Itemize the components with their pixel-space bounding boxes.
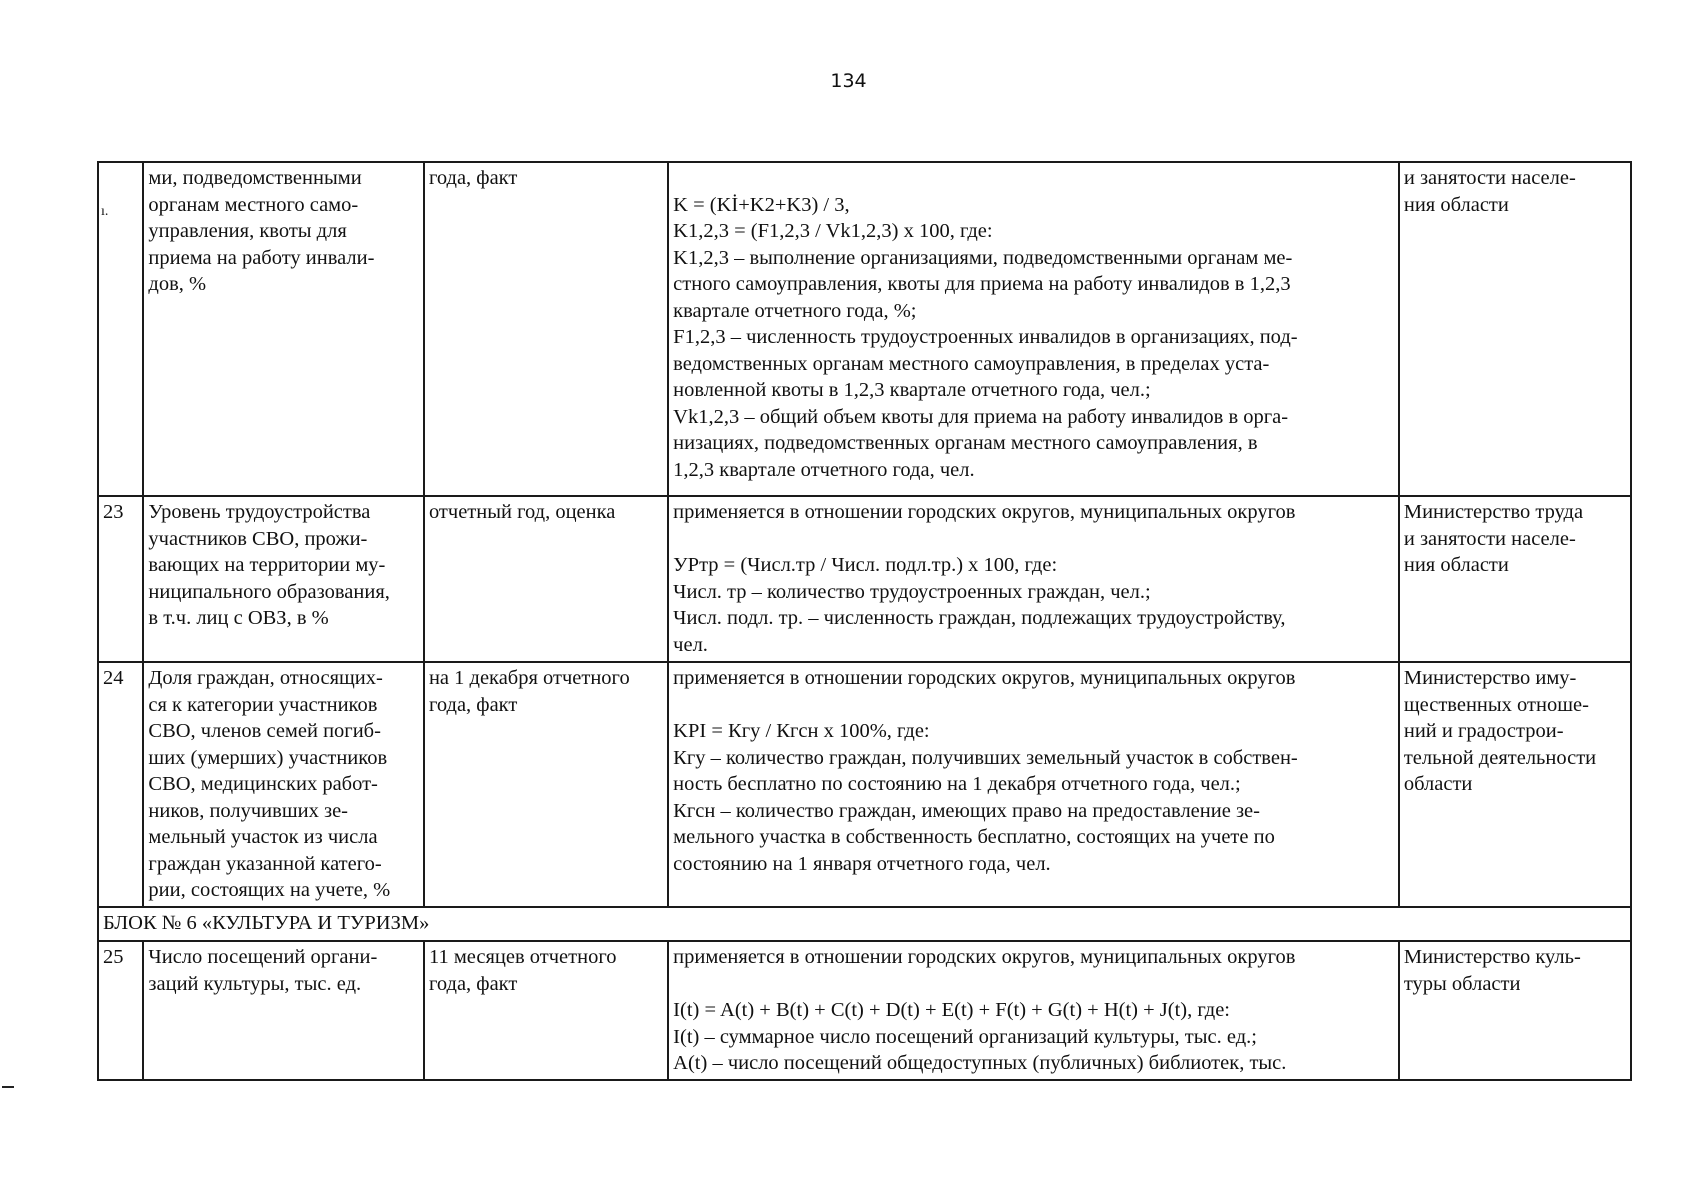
responsible-cell <box>1399 496 1631 662</box>
text-line: года, факт <box>428 693 518 716</box>
text-line: чел. <box>673 633 708 656</box>
text-line: СВО, медицинских работ- <box>148 773 378 795</box>
blank-line <box>673 165 1395 192</box>
text-line: в т.ч. лиц с ОВЗ, в % <box>148 607 329 629</box>
text-line: применяется в отношении городских округов, муниципальных округов <box>673 946 1296 968</box>
row-number-cell: 24 <box>98 662 143 907</box>
text-line: Уровень трудоустройства <box>148 501 371 523</box>
page-number: 134 <box>830 70 867 92</box>
text-line: Министерство иму- <box>1403 667 1577 689</box>
text-line: стного самоуправления, квоты для приема на работу инвалидов в 1,2,3 <box>673 273 1291 295</box>
text-line: мельный участок из числа <box>148 826 378 848</box>
text-line: K1,2,3 – выполнение организациями, подведомственными органам ме- <box>673 246 1293 269</box>
text-line: Доля граждан, относящих- <box>148 667 383 689</box>
text-line: F1,2,3 – численность трудоустроенных инвалидов в организациях, под- <box>673 326 1298 348</box>
responsible-cell <box>1399 162 1631 496</box>
text-line: мельного участка в собственность бесплатно, состоящих на учете по <box>673 826 1275 848</box>
table-row <box>98 496 1631 662</box>
stray-mark: ı. <box>101 204 109 219</box>
text-line: Кгсн – количество граждан, имеющих право на предоставление зе- <box>673 799 1260 822</box>
text-line: на 1 декабря отчетного <box>428 667 630 689</box>
text-line: I(t) = A(t) + B(t) + C(t) + D(t) + E(t) + F(t) + G(t) + H(t) + J(t), где: <box>673 999 1230 1021</box>
text-line: ся к категории участников <box>148 693 378 716</box>
text-line: заций культуры, тыс. ед. <box>148 972 362 995</box>
text-line: 11 месяцев отчетного <box>428 946 617 968</box>
method-cell <box>668 662 1399 907</box>
text-line: ний и градострои- <box>1403 720 1564 742</box>
text-line: применяется в отношении городских округов, муниципальных округов <box>673 501 1296 523</box>
text-line: K1,2,3 = (F1,2,3 / Vk1,2,3) x 100, где: <box>673 220 993 242</box>
text-line: Кгу – количество граждан, получивших земельный участок в собствен- <box>673 746 1298 769</box>
text-line: квартале отчетного года, %; <box>673 299 917 322</box>
row-number-cell: 23 <box>98 496 143 662</box>
text-line: Vk1,2,3 – общий объем квоты для приема на работу инвалидов в орга- <box>673 405 1289 428</box>
text-line: приема на работу инвали- <box>148 246 375 269</box>
method-cell <box>668 162 1399 496</box>
text-line: Министерство куль- <box>1403 946 1581 968</box>
period-cell <box>424 941 668 1080</box>
text-line: KPI = Кгу / Кгсн x 100%, где: <box>673 720 930 742</box>
text-line: ведомственных органам местного самоуправления, в пределах уста- <box>673 352 1270 375</box>
text-line: 1,2,3 квартале отчетного года, чел. <box>673 458 975 481</box>
text-line: Числ. подл. тр. – численность граждан, подлежащих трудоустройству, <box>673 607 1286 629</box>
text-line: щественных отноше- <box>1403 693 1589 716</box>
text-line: области <box>1403 773 1473 795</box>
period-cell <box>424 496 668 662</box>
text-line: ших (умерших) участников <box>148 746 388 769</box>
text-line: ми, подведомственными <box>148 167 362 189</box>
text-line: ния области <box>1403 193 1509 216</box>
blank-line <box>673 692 1395 719</box>
text-line: K = (Kİ+K2+K3) / 3, <box>673 193 850 216</box>
method-cell <box>668 496 1399 662</box>
text-line: и занятости населе- <box>1403 167 1576 189</box>
text-line: ников, получивших зе- <box>148 799 348 822</box>
text-line: туры области <box>1403 972 1521 995</box>
indicator-name-cell <box>143 496 424 662</box>
blank-line <box>673 526 1395 553</box>
text-line: Министерство труда <box>1403 501 1584 523</box>
block-heading-row <box>98 907 1631 941</box>
text-line: Числ. тр – количество трудоустроенных граждан, чел.; <box>673 580 1151 603</box>
text-line: новленной квоты в 1,2,3 квартале отчетного года, чел.; <box>673 379 1151 401</box>
text-line: года, факт <box>428 167 518 189</box>
text-line: вающих на территории му- <box>148 554 386 576</box>
block-heading: БЛОК № 6 «КУЛЬТУРА И ТУРИЗМ» <box>98 907 1631 941</box>
row-number-cell <box>98 162 143 496</box>
text-line: СВО, членов семей погиб- <box>148 720 381 742</box>
text-line: отчетный год, оценка <box>428 501 616 523</box>
indicators-table <box>97 161 1632 1081</box>
text-line: участников СВО, прожи- <box>148 527 368 550</box>
responsible-cell <box>1399 662 1631 907</box>
period-cell <box>424 162 668 496</box>
text-line: управления, квоты для <box>148 220 347 242</box>
text-line: органам местного само- <box>148 193 359 216</box>
text-line: ниципального образования, <box>148 580 390 603</box>
indicator-name-cell <box>143 941 424 1080</box>
indicator-name-cell <box>143 162 424 496</box>
row-number-cell: 25 <box>98 941 143 1080</box>
text-line: граждан указанной катего- <box>148 852 382 875</box>
text-line: низациях, подведомственных органам местного самоуправления, в <box>673 432 1258 454</box>
method-cell <box>668 941 1399 1080</box>
text-line: УРтр = (Числ.тр / Числ. подл.тр.) x 100, где: <box>673 554 1058 576</box>
indicator-name-cell <box>143 662 424 907</box>
text-line: применяется в отношении городских округов, муниципальных округов <box>673 667 1296 689</box>
table-row <box>98 941 1631 1080</box>
period-cell <box>424 662 668 907</box>
text-line: I(t) – суммарное число посещений организаций культуры, тыс. ед.; <box>673 1025 1257 1048</box>
text-line: состоянию на 1 января отчетного года, чел. <box>673 852 1051 875</box>
text-line: ния области <box>1403 554 1509 576</box>
text-line: и занятости населе- <box>1403 527 1576 550</box>
text-line: ность бесплатно по состоянию на 1 декабря отчетного года, чел.; <box>673 773 1241 795</box>
text-line: рии, состоящих на учете, % <box>148 879 391 901</box>
table-row <box>98 662 1631 907</box>
blank-line <box>673 971 1395 998</box>
text-line: тельной деятельности <box>1403 746 1597 769</box>
text-line: A(t) – число посещений общедоступных (публичных) библиотек, тыс. <box>673 1052 1287 1074</box>
text-line: года, факт <box>428 972 518 995</box>
table-row <box>98 162 1631 496</box>
margin-mark <box>2 1086 14 1088</box>
text-line: Число посещений органи- <box>148 946 378 968</box>
text-line: дов, % <box>148 273 207 295</box>
responsible-cell <box>1399 941 1631 1080</box>
